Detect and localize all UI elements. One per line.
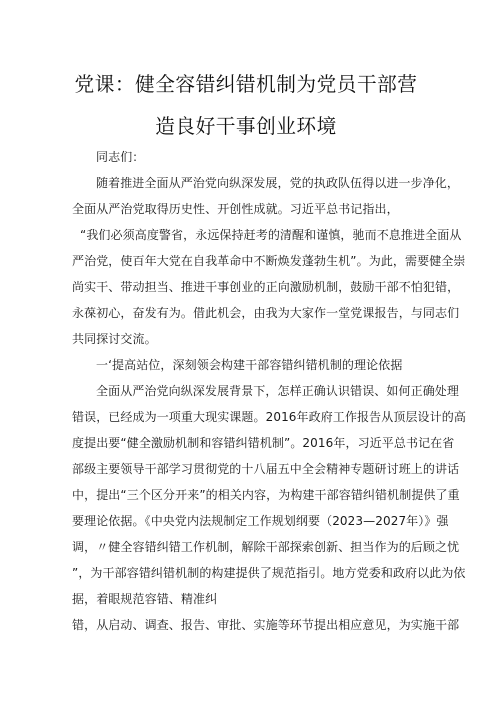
body-line: 严治党，使百年大党在自我革命中不断焕发蓬勃生机”。为此，需要健全崇 — [72, 254, 466, 268]
body-line: 中，提出“三个区分开来”的相关内容，为构建干部容错纠错机制提供了重 — [72, 488, 460, 502]
body-line: 错，从启动、调查、报告、审批、实施等环节提出相应意见，为实施干部 — [72, 618, 460, 632]
body-line: 调，〃健全容错纠错工作机制，解除干部探索创新、担当作为的后顾之忧 — [72, 540, 460, 554]
section-heading: 一‘提高站位，深刻领会构建干部容错纠错机制的理论依据 — [96, 358, 403, 372]
body-line: 全面从严治党向纵深发展背景下，怎样正确认识错误、如何正确处理 — [96, 384, 460, 398]
body-line: 随着推进全面从严治党向纵深发展，党的执政队伍得以进一步净化， — [96, 176, 460, 190]
body-line: 据，着眼规范容错、精准纠 — [72, 592, 218, 606]
body-line: “我们必须高度警省，永远保持赶考的清醒和谨慎，驰而不息推进全面从 — [80, 228, 462, 242]
body-line: 尚实干、带动担当、推进干事创业的正向激励机制，鼓励干部不怕犯错， — [72, 280, 460, 294]
body-line: 部级主要领导干部学习贯彻党的十八届五中全会精神专题研讨班上的讲话 — [72, 462, 460, 476]
body-line: 共同探讨交流。 — [72, 332, 157, 346]
title-line-2: 造良好干事创业环境 — [155, 114, 337, 138]
salutation: 同志们： — [96, 150, 145, 164]
body-line: 错误，已经成为一项重大现实课题。2016年政府工作报告从顶层设计的高 — [72, 410, 466, 424]
title-line-1: 党课：健全容错纠错机制为党员干部营 — [74, 72, 418, 96]
body-line: 度提出要“健全激励机制和容错纠错机制”。2016年，习近平总书记在省 — [72, 436, 455, 450]
body-line: 要理论依据。《中央党内法规制定工作规划纲要（2023—2027年）》强 — [72, 514, 449, 528]
body-line: 全面从严治党取得历史性、开创性成就。习近平总书记指出， — [72, 202, 399, 216]
body-line: 永葆初心，奋发有为。借此机会，由我为大家作一堂党课报告，与同志们 — [72, 306, 460, 320]
body-line: ”，为干部容错纠错机制的构建提供了规范指引。地方党委和政府以此为依 — [72, 566, 466, 580]
